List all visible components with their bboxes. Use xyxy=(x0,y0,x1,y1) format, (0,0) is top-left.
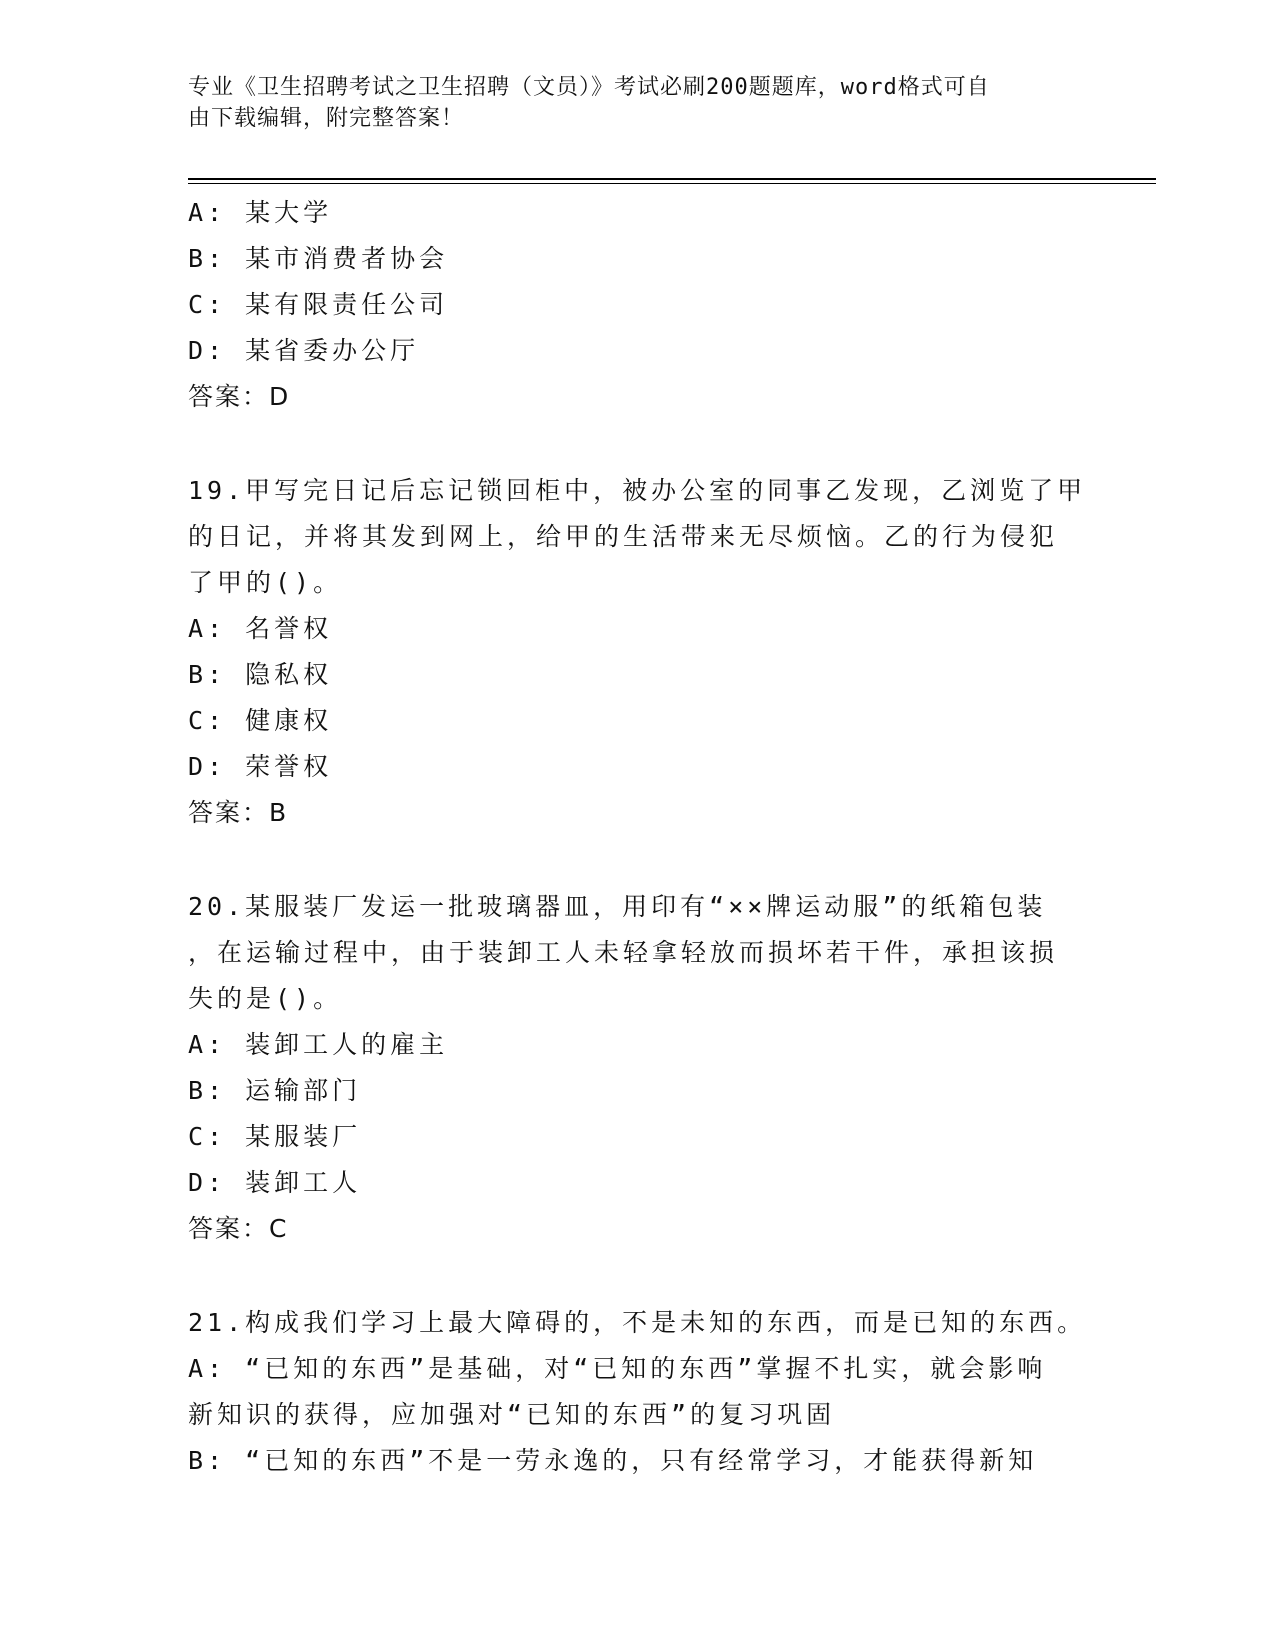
document-header xyxy=(188,72,1068,134)
option-c: C: 健康权 xyxy=(188,706,333,735)
question-18 xyxy=(188,190,1088,420)
option-c: C: 某有限责任公司 xyxy=(188,290,449,319)
answer-line: 答案：D xyxy=(188,382,291,411)
option-d: D: 某省委办公厅 xyxy=(188,336,420,365)
header-divider-thin xyxy=(188,183,1156,184)
question-21 xyxy=(188,1300,1088,1484)
option-d: D: 装卸工人 xyxy=(188,1168,362,1197)
question-spacer xyxy=(188,836,1088,884)
question-text-line: 21.构成我们学习上最大障碍的，不是未知的东西，而是已知的东西。 xyxy=(188,1308,1087,1337)
question-list xyxy=(188,190,1088,1484)
option-b: B: “已知的东西”不是一劳永逸的，只有经常学习，才能获得新知 xyxy=(188,1446,1038,1475)
option-b: B: 隐私权 xyxy=(188,660,333,689)
header-line-1: 专业《卫生招聘考试之卫生招聘（文员）》考试必刷200题题库，word格式可自 xyxy=(188,75,990,100)
question-text-line: 的日记，并将其发到网上，给甲的生活带来无尽烦恼。乙的行为侵犯 xyxy=(188,522,1059,551)
option-a: A: 装卸工人的雇主 xyxy=(188,1030,449,1059)
header-line-2: 由下载编辑，附完整答案！ xyxy=(188,106,465,131)
option-b: B: 某市消费者协会 xyxy=(188,244,449,273)
question-spacer xyxy=(188,420,1088,468)
question-text-line: 失的是()。 xyxy=(188,984,343,1013)
option-c: C: 某服装厂 xyxy=(188,1122,362,1151)
question-text-line: ，在运输过程中，由于装卸工人未轻拿轻放而损坏若干件，承担该损 xyxy=(188,938,1059,967)
question-text-line: 20.某服装厂发运一批玻璃器皿，用印有“××牌运动服”的纸箱包装 xyxy=(188,892,1047,921)
option-a: A: 某大学 xyxy=(188,198,333,227)
option-d: D: 荣誉权 xyxy=(188,752,333,781)
answer-line: 答案：B xyxy=(188,798,289,827)
question-spacer xyxy=(188,1252,1088,1300)
answer-line: 答案：C xyxy=(188,1214,289,1243)
option-a-continued: 新知识的获得，应加强对“已知的东西”的复习巩固 xyxy=(188,1400,836,1429)
option-a: A: 名誉权 xyxy=(188,614,333,643)
option-a: A: “已知的东西”是基础，对“已知的东西”掌握不扎实，就会影响 xyxy=(188,1354,1047,1383)
header-divider-thick xyxy=(188,178,1156,180)
question-text-line: 了甲的()。 xyxy=(188,568,343,597)
question-text-line: 19.甲写完日记后忘记锁回柜中，被办公室的同事乙发现，乙浏览了甲 xyxy=(188,476,1087,505)
option-b: B: 运输部门 xyxy=(188,1076,362,1105)
question-20 xyxy=(188,884,1088,1252)
question-19 xyxy=(188,468,1088,836)
